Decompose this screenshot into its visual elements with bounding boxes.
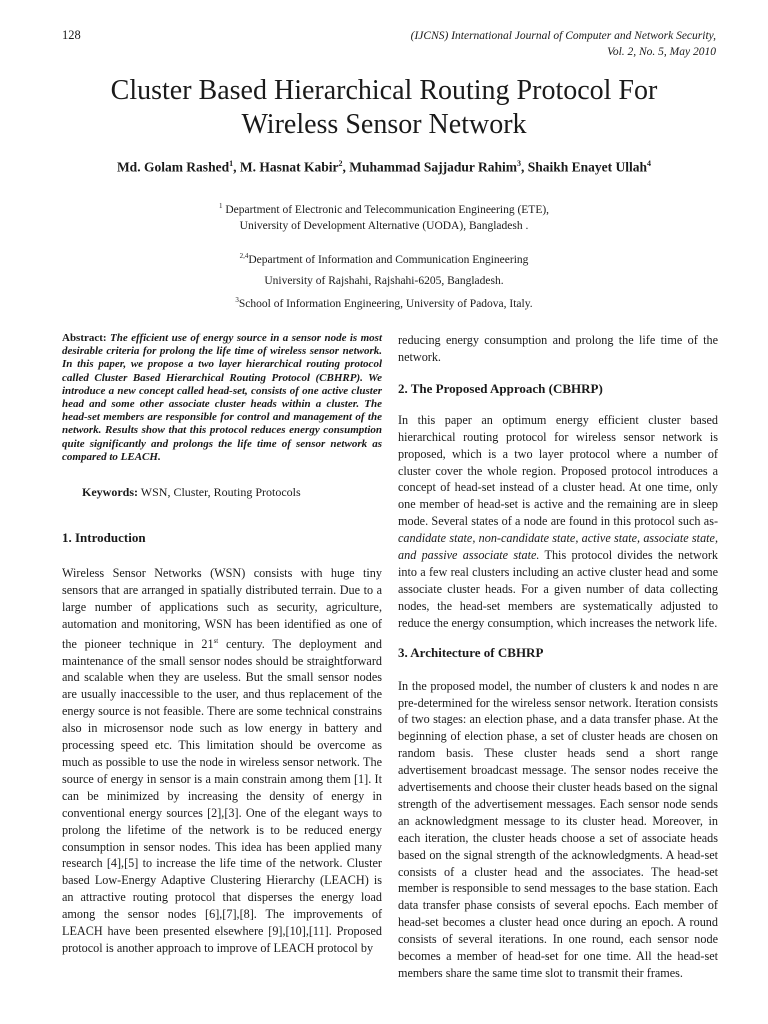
author-affiliation-mark: 1 [229, 159, 234, 168]
continuation-text: reducing energy consumption and prolong the life time of the network. [398, 333, 718, 364]
introduction-text-part: Wireless Sensor Networks (WSN) consists with huge tiny sensors that are arranged in spatially distributed terrain. Due to a large number of applications such as security, agriculture, automation and monitoring, WSN has been identified as one of the pioneer technique in 21 [62, 565, 382, 651]
section-heading-introduction: 1. Introduction [62, 529, 146, 545]
node-states-list: candidate state, non-candidate state, active state, associate state, and passive associate state. [398, 531, 718, 563]
architecture-text: In the proposed model, the number of clusters k and nodes n are pre-determined for the wireless sensor network. Iteration consists of two stages: an election phase, and a data transfer phase. At the beginning of election phase, a set of cluster heads are chosen on random basis. These cluster heads send a short range advertisement broadcast message. The sensor nodes receive the advertisements and choose their cluster heads based on the signal strength of the advertisement messages. Each sensor node sends an acknowledgment message to its cluster head. Moreover, in each iteration, the cluster heads choose a set of associate heads based on the signal strength of the acknowledgments. A head-set consists of a cluster head and the associates. The head-set member is responsible to send messages to the base station. Each data transfer phase consists of several epochs. Each member of head-set becomes a cluster head once during an epoch. A round consists of several iterations. In one round, each sensor node becomes a member of head-set for one time. All the head-set members share the same time slot to transmit their frames. [398, 678, 718, 980]
ordinal-suffix: st [213, 636, 219, 645]
journal-volume: Vol. 2, No. 5, May 2010 [607, 46, 716, 58]
affiliation-department: Department of Electronic and Telecommunication Engineering (ETE), [225, 203, 550, 216]
abstract-text: The efficient use of energy source in a sensor node is most desirable criteria for prolong the life time of wireless sensor network. In this paper, we propose a two layer hierarchical routing protocol called Cluster Based Hierarchical Routing Protocol (CBHRP). We introduce a new concept called head-set, consists of one active cluster head and some other associate cluster heads within a cluster. The head-set members are responsible for control and management of the network. Results show that this protocol reduces energy consumption quite significantly and prolongs the life time of sensor network as compared to LEACH. [62, 332, 383, 463]
affiliation-mark: 2,4 [239, 252, 249, 260]
affiliation-3 [30, 292, 738, 312]
author-name: Md. Golam Rashed [116, 159, 230, 175]
affiliation-university: University of Development Alternative (UODA), Bangladesh . [239, 219, 529, 232]
proposed-approach-text-part: In this paper an optimum energy efficient cluster based hierarchical routing protocol for wireless sensor network is proposed, which is a two layer protocol where a number of cluster cover the whole region. Proposed protocol introduces a concept of head-set instead of a cluster head. At one time, only one member of head-set is active and the remaining are in sleep mode. Several states of a node are found in this protocol such as- [398, 412, 718, 529]
right-column [398, 332, 718, 982]
affiliation-mark: 3 [235, 296, 239, 304]
affiliation-department: Department of Information and Communication Engineering [248, 253, 529, 266]
author-affiliation-mark: 2 [338, 159, 343, 168]
introduction-text [62, 565, 382, 957]
left-column [62, 332, 382, 957]
affiliation-university: University of Rajshahi, Rajshahi-6205, Bangladesh. [264, 275, 504, 287]
abstract [62, 332, 382, 464]
affiliation-school: School of Information Engineering, University of Padova, Italy. [238, 297, 533, 310]
title-line-1: Cluster Based Hierarchical Routing Protocol For [110, 75, 658, 106]
affiliation-2 [30, 248, 738, 268]
proposed-approach-text [398, 412, 718, 632]
affiliation-1 [30, 198, 738, 234]
author-affiliation-mark: 3 [517, 159, 521, 168]
paper-title [40, 74, 728, 142]
author-name: Shaikh Enayet Ullah [527, 159, 648, 175]
keywords-label: Keywords: [82, 485, 138, 500]
proposed-approach-text-part: This protocol divides the network into a few real clusters including an active cluster head and some associate cluster heads. For a given number of data collecting nodes, the head-set members are systematically adjusted to reduce the energy consumption, which increases the network life. [398, 548, 718, 630]
section-heading-architecture: 3. Architecture of CBHRP [398, 644, 544, 660]
author-affiliation-mark: 4 [647, 159, 652, 168]
keywords [82, 484, 382, 501]
author-name: Muhammad Sajjadur Rahim [349, 159, 517, 175]
affiliation-2-university [30, 273, 738, 289]
journal-header [276, 28, 716, 60]
title-line-2: Wireless Sensor Network [241, 109, 527, 140]
journal-name: (IJCNS) International Journal of Computer and Network Security, [410, 30, 716, 42]
affiliation-mark: 1 [218, 202, 223, 210]
keywords-text: WSN, Cluster, Routing Protocols [140, 485, 301, 500]
abstract-label: Abstract: [62, 332, 107, 344]
introduction-text-part: century. The deployment and maintenance of the small sensor nodes should be straightforward and scalable when they are useless. But the small sensor nodes are usually inaccessible to the user, and thus replacement of the energy source is not feasible. There are some technical constrains also in microsensor node such as low energy in battery and processing speed etc. This limitation should be overcome as much as possible to use the node in wireless sensor network. The source of energy in sensor is a main constrain among them [1]. It can be minimized by increasing the density of energy in conventional energy sources [2],[3]. One of the elegant ways to prolong the lifetime of the network is to be reduced energy consumption in sensor nodes. This idea has been applied many research [4],[5] to increase the life time of the network. Cluster based Low-Energy Adaptive Clustering Hierarchy (LEACH) is an attractive routing protocol that disperses the energy load among the sensor nodes [6],[7],[8]. The improvements of LEACH have been presented elsewhere [9],[10],[11]. Proposed protocol is another approach to improve of LEACH protocol by [62, 636, 382, 955]
section-heading-proposed-approach: 2. The Proposed Approach (CBHRP) [398, 380, 603, 396]
author-list: Md. Golam Rashed$^1$, M. Hasnat Kabir$^2$, Muhammad Sajjadur Rahim$^3$, Shaikh Enayet Ullah$^4$ [116, 159, 652, 175]
page-number: 128 [62, 28, 81, 42]
author-name: M. Hasnat Kabir [239, 159, 339, 175]
